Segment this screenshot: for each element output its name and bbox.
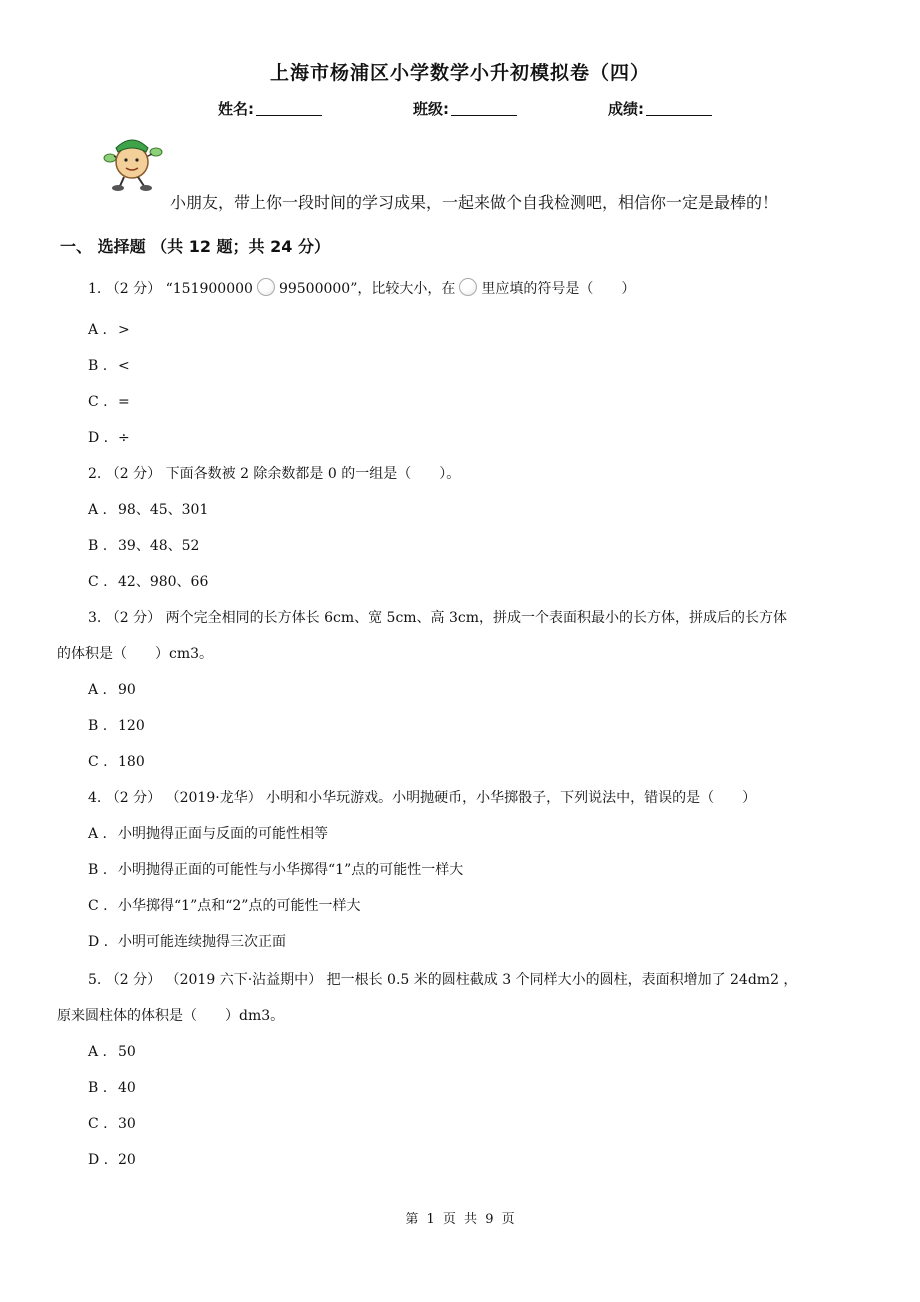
question-5-continued: 原来圆柱体的体积是（ ）dm3。 [57, 1008, 285, 1024]
q5-option-c[interactable]: C . 30 [88, 1116, 136, 1132]
student-info-row [0, 98, 920, 122]
q4-option-d[interactable]: D . 小明可能连续抛得三次正面 [88, 934, 286, 950]
page-title: 上海市杨浦区小学数学小升初模拟卷（四） [269, 62, 650, 84]
score-field [608, 98, 712, 119]
question-3-continued: 的体积是（ ）cm3。 [57, 646, 214, 662]
q2-option-c[interactable]: C . 42、980、66 [88, 574, 209, 590]
q1-part3: 里应填的符号是（ ） [481, 281, 636, 297]
class-label: 班级: [413, 100, 449, 118]
name-field [218, 98, 322, 119]
question-1 [88, 278, 635, 299]
mascot-icon [92, 130, 170, 194]
class-blank[interactable] [451, 99, 517, 116]
score-label: 成绩: [608, 100, 644, 118]
question-4: 4. （2 分） （2019·龙华） 小明和小华玩游戏。小明抛硬币，小华掷骰子，下列说法中，错误的是（ ） [88, 790, 757, 806]
q3-option-a[interactable]: A . 90 [88, 682, 136, 698]
blank-circle-icon [257, 278, 275, 296]
class-field [413, 98, 517, 119]
score-blank[interactable] [646, 99, 712, 116]
blank-circle-icon [459, 278, 477, 296]
question-5: 5. （2 分） （2019 六下·沾益期中） 把一根长 0.5 米的圆柱截成 3 个同样大小的圆柱，表面积增加了 24dm2 ， [88, 972, 798, 988]
name-blank[interactable] [256, 99, 322, 116]
greeting-text: 小朋友，带上你一段时间的学习成果，一起来做个自我检测吧，相信你一定是最棒的！ [170, 193, 779, 212]
q4-option-a[interactable]: A . 小明抛得正面与反面的可能性相等 [88, 826, 328, 842]
q1-option-c[interactable]: C . = [88, 394, 130, 410]
q5-option-b[interactable]: B . 40 [88, 1080, 136, 1096]
question-2: 2. （2 分） 下面各数被 2 除余数都是 0 的一组是（ ）。 [88, 466, 461, 482]
q4-option-c[interactable]: C . 小华掷得“1”点和“2”点的可能性一样大 [88, 898, 361, 914]
q5-option-d[interactable]: D . 20 [88, 1152, 136, 1168]
name-label: 姓名: [218, 100, 254, 118]
q3-option-b[interactable]: B . 120 [88, 718, 145, 734]
q2-option-b[interactable]: B . 39、48、52 [88, 538, 200, 554]
section-heading: 一、 选择题 （共 12 题；共 24 分） [60, 237, 330, 256]
q1-part1: 1. （2 分） “151900000 [88, 281, 253, 297]
q3-option-c[interactable]: C . 180 [88, 754, 145, 770]
q4-option-b[interactable]: B . 小明抛得正面的可能性与小华掷得“1”点的可能性一样大 [88, 862, 464, 878]
q1-part2: 99500000”，比较大小，在 [278, 281, 456, 297]
q1-option-a[interactable]: A . > [88, 322, 130, 338]
question-3: 3. （2 分） 两个完全相同的长方体长 6cm、宽 5cm、高 3cm，拼成一个表面积最小的长方体，拼成后的长方体 [88, 610, 788, 626]
q5-option-a[interactable]: A . 50 [88, 1044, 136, 1060]
q1-option-d[interactable]: D . ÷ [88, 430, 130, 446]
q2-option-a[interactable]: A . 98、45、301 [88, 502, 209, 518]
q1-option-b[interactable]: B . < [88, 358, 130, 374]
page-footer: 第 1 页 共 9 页 [405, 1212, 515, 1227]
